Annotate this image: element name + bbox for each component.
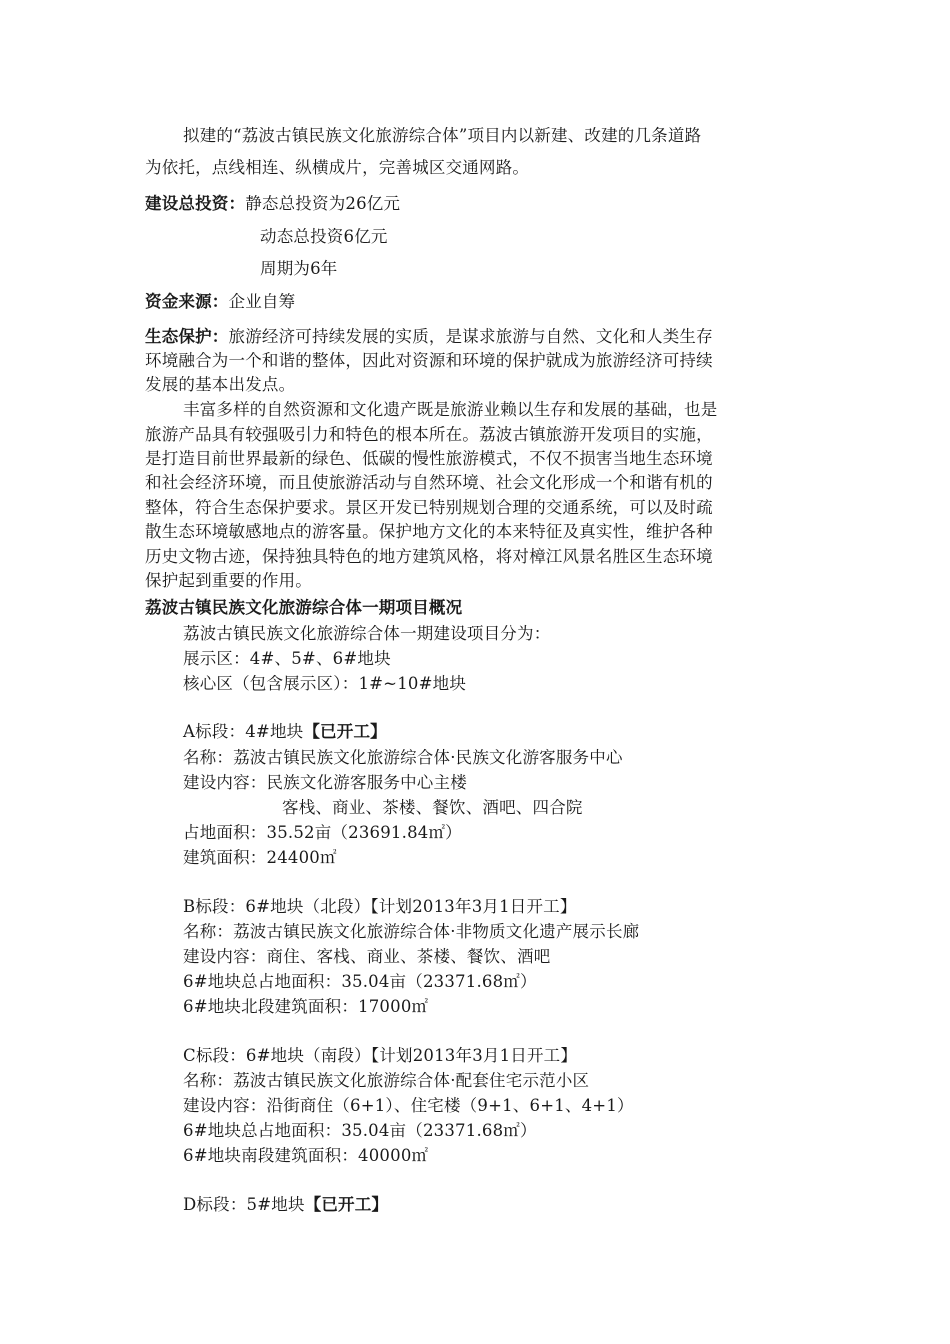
phase1-intro: 荔波古镇民族文化旅游综合体一期建设项目分为： xyxy=(183,624,551,643)
ecology-p2-line7: 历史文物古迹，保持独具特色的地方建筑风格，将对樟江风景名胜区生态环境 xyxy=(145,547,713,566)
investment-dynamic: 动态总投资6亿元 xyxy=(260,227,388,246)
ecology-p2-line6: 散生态环境敏感地点的游客量。保护地方文化的本来特征及真实性，维护各种 xyxy=(145,522,713,541)
section-b-land: 6#地块总占地面积：35.04亩（23371.68㎡） xyxy=(183,972,537,991)
ecology-label: 生态保护： xyxy=(145,327,229,346)
section-c-content: 建设内容：沿街商住（6+1）、住宅楼（9+1、6+1、4+1） xyxy=(183,1096,634,1115)
ecology-p2-line3: 是打造目前世界最新的绿色、低碳的慢性旅游模式，不仅不损害当地生态环境 xyxy=(145,449,713,468)
section-a-status: 【已开工】 xyxy=(303,722,387,741)
ecology-p2-line5: 整体，符合生态保护要求。景区开发已特别规划合理的交通系统，可以及时疏 xyxy=(145,498,713,517)
section-b-building: 6#地块北段建筑面积：17000㎡ xyxy=(183,997,429,1016)
investment-period: 周期为6年 xyxy=(260,259,338,278)
phase1-title: 荔波古镇民族文化旅游综合体一期项目概况 xyxy=(145,598,463,617)
section-a-content: 建设内容：民族文化游客服务中心主楼 xyxy=(183,773,467,792)
section-d-title: D标段：5#地块 xyxy=(183,1195,305,1214)
investment-row xyxy=(145,192,400,216)
ecology-p2-line4: 和社会经济环境，而且使旅游活动与自然环境、社会文化形成一个和谐有机的 xyxy=(145,473,713,492)
ecology-row xyxy=(145,325,713,349)
section-a-content-2: 客栈、商业、茶楼、餐饮、酒吧、四合院 xyxy=(282,798,583,817)
funding-value: 企业自筹 xyxy=(228,292,296,311)
ecology-p2-line8: 保护起到重要的作用。 xyxy=(145,571,312,590)
section-d-head xyxy=(183,1193,388,1217)
section-a-land: 占地面积：35.52亩（23691.84㎡） xyxy=(183,823,462,842)
section-a-name: 名称：荔波古镇民族文化旅游综合体·民族文化游客服务中心 xyxy=(183,748,623,767)
section-d-status: 【已开工】 xyxy=(304,1195,389,1214)
funding-label: 资金来源： xyxy=(145,292,229,311)
section-a-head xyxy=(183,720,387,744)
phase1-core: 核心区（包含展示区）：1#~10#地块 xyxy=(183,674,467,693)
ecology-p1-line3: 发展的基本出发点。 xyxy=(145,375,296,394)
section-c-building: 6#地块南段建筑面积：40000㎡ xyxy=(183,1146,429,1165)
section-b-content: 建设内容：商住、客栈、商业、茶楼、餐饮、酒吧 xyxy=(183,947,551,966)
section-b-name: 名称：荔波古镇民族文化旅游综合体·非物质文化遗产展示长廊 xyxy=(183,922,640,941)
investment-static: 静态总投资为26亿元 xyxy=(245,194,401,213)
section-c-land: 6#地块总占地面积：35.04亩（23371.68㎡） xyxy=(183,1121,537,1140)
section-b-head: B标段：6#地块（北段）【计划2013年3月1日开工】 xyxy=(183,897,577,916)
intro-line-1: 拟建的“荔波古镇民族文化旅游综合体”项目内以新建、改建的几条道路 xyxy=(183,126,702,145)
ecology-p2-line1: 丰富多样的自然资源和文化遗产既是旅游业赖以生存和发展的基础，也是 xyxy=(183,400,718,419)
section-a-building: 建筑面积：24400㎡ xyxy=(183,848,337,867)
funding-row xyxy=(145,290,295,314)
intro-line-2: 为依托，点线相连、纵横成片，完善城区交通网路。 xyxy=(145,158,530,177)
phase1-display: 展示区：4#、5#、6#地块 xyxy=(183,649,391,668)
section-c-name: 名称：荔波古镇民族文化旅游综合体·配套住宅示范小区 xyxy=(183,1071,590,1090)
section-c-head: C标段：6#地块（南段）【计划2013年3月1日开工】 xyxy=(183,1046,578,1065)
investment-label: 建设总投资： xyxy=(145,194,246,213)
ecology-p1-line1: 旅游经济可持续发展的实质，是谋求旅游与自然、文化和人类生存 xyxy=(228,327,713,346)
section-a-title: A标段：4#地块 xyxy=(183,722,304,741)
ecology-p2-line2: 旅游产品具有较强吸引力和特色的根本所在。荔波古镇旅游开发项目的实施， xyxy=(145,425,713,444)
ecology-p1-line2: 环境融合为一个和谐的整体，因此对资源和环境的保护就成为旅游经济可持续 xyxy=(145,351,713,370)
